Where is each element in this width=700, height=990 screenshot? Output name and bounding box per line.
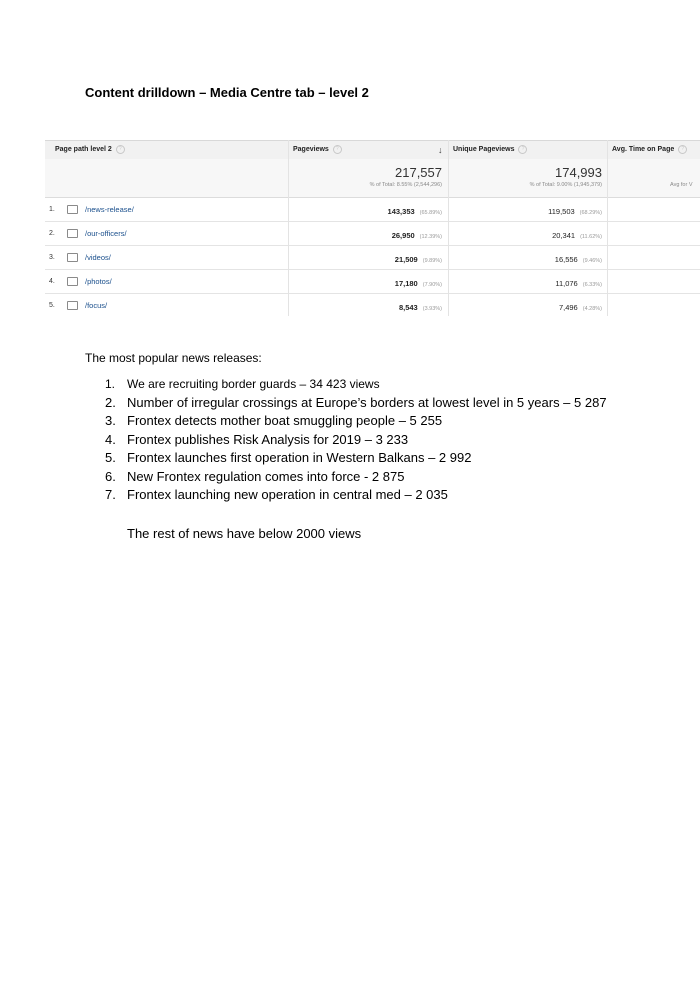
- column-header-unique-pageviews[interactable]: [453, 141, 527, 159]
- list-number: 3.: [105, 413, 116, 428]
- row-number: 4.: [49, 278, 55, 285]
- row-number: 2.: [49, 230, 55, 237]
- list-number: 7.: [105, 487, 116, 502]
- row-number: 5.: [49, 302, 55, 309]
- page-path-link[interactable]: /videos/: [85, 253, 111, 262]
- unique-pageviews-cell: [555, 246, 602, 273]
- help-icon[interactable]: ?: [678, 145, 687, 154]
- page-path-link[interactable]: /focus/: [85, 301, 108, 310]
- row-number: 3.: [49, 254, 55, 261]
- column-divider: [448, 140, 449, 316]
- unique-pageviews-cell: [555, 270, 602, 297]
- table-row: [45, 198, 700, 222]
- list-text: New Frontex regulation comes into force - 2 875: [127, 468, 405, 484]
- total-unique-percent: % of Total: 9.00% (1,945,379): [529, 182, 602, 188]
- pageviews-value: 143,353: [387, 207, 415, 216]
- footnote: The rest of news have below 2000 views: [127, 526, 362, 541]
- table-row: [45, 246, 700, 270]
- help-icon[interactable]: ?: [116, 145, 125, 154]
- list-text: Frontex detects mother boat smuggling people – 5 255: [127, 413, 443, 428]
- unique-pageviews-value: 119,503: [548, 207, 575, 216]
- pageviews-cell: [395, 270, 442, 297]
- unique-pageviews-value: 7,496: [558, 303, 578, 312]
- unique-pageviews-cell: [559, 294, 602, 316]
- list-text: We are recruiting border guards – 34 423 views: [127, 377, 380, 391]
- column-header-label: Avg. Time on Page: [612, 146, 675, 153]
- column-header-page-path[interactable]: [55, 141, 125, 159]
- list-number: 1.: [105, 377, 116, 391]
- list-number: 6.: [105, 468, 116, 484]
- table-row: [45, 294, 700, 316]
- totals-row: [45, 159, 700, 198]
- content-drilldown-table: [45, 140, 700, 316]
- row-checkbox[interactable]: [67, 253, 78, 262]
- list-number: 5.: [105, 450, 116, 465]
- page-title: Content drilldown – Media Centre tab – level 2: [85, 85, 369, 100]
- pageviews-cell: [392, 222, 442, 249]
- pageviews-value: 26,950: [391, 231, 415, 240]
- unique-pageviews-percent: (11.62%): [580, 234, 602, 240]
- list-text: Frontex publishes Risk Analysis for 2019 – 3 233: [127, 431, 409, 447]
- table-row: [45, 270, 700, 294]
- pageviews-value: 21,509: [394, 255, 418, 264]
- page-path-link[interactable]: /our-officers/: [85, 229, 127, 238]
- row-checkbox[interactable]: [67, 301, 78, 310]
- list-text: Number of irregular crossings at Europe’s borders at lowest level in 5 years – 5 287: [127, 394, 607, 410]
- unique-pageviews-percent: (9.46%): [582, 258, 602, 264]
- column-divider: [288, 140, 289, 316]
- pageviews-cell: [395, 246, 442, 273]
- help-icon[interactable]: ?: [333, 145, 342, 154]
- pageviews-percent: (7.90%): [422, 282, 442, 288]
- column-header-label: Pageviews: [293, 146, 329, 153]
- row-checkbox[interactable]: [67, 205, 78, 214]
- column-divider: [607, 140, 608, 316]
- pageviews-percent: (65.89%): [419, 210, 442, 216]
- news-intro: The most popular news releases:: [85, 351, 262, 365]
- unique-pageviews-cell: [548, 198, 602, 225]
- row-checkbox[interactable]: [67, 229, 78, 238]
- pageviews-value: 17,180: [394, 279, 418, 288]
- pageviews-value: 8,543: [398, 303, 418, 312]
- pageviews-percent: (12.39%): [419, 234, 442, 240]
- unique-pageviews-value: 16,556: [554, 255, 578, 264]
- pageviews-cell: [388, 198, 442, 225]
- page-path-link[interactable]: /photos/: [85, 277, 112, 286]
- pageviews-percent: (9.89%): [422, 258, 442, 264]
- row-checkbox[interactable]: [67, 277, 78, 286]
- total-pageviews: 217,557: [395, 165, 442, 180]
- unique-pageviews-value: 11,076: [555, 279, 578, 288]
- table-row: [45, 222, 700, 246]
- unique-pageviews-cell: [552, 222, 602, 249]
- row-number: 1.: [49, 206, 55, 213]
- column-header-label: Page path level 2: [55, 146, 112, 153]
- table-header: [45, 140, 700, 160]
- list-number: 4.: [105, 431, 116, 447]
- unique-pageviews-percent: (68.29%): [579, 210, 602, 216]
- list-number: 2.: [105, 394, 116, 410]
- list-text: Frontex launching new operation in central med – 2 035: [127, 487, 448, 502]
- page-path-link[interactable]: /news-release/: [85, 205, 134, 214]
- help-icon[interactable]: ?: [518, 145, 527, 154]
- pageviews-percent: (3.93%): [422, 306, 442, 312]
- unique-pageviews-value: 20,341: [552, 231, 576, 240]
- pageviews-cell: [399, 294, 442, 316]
- total-unique-pageviews: 174,993: [555, 165, 602, 180]
- sort-descending-icon[interactable]: ↓: [438, 145, 443, 155]
- total-avg-time-label: Avg for V: [670, 182, 693, 188]
- column-header-label: Unique Pageviews: [453, 146, 515, 153]
- total-pageviews-percent: % of Total: 8.55% (2,544,296): [369, 182, 442, 188]
- unique-pageviews-percent: (6.33%): [582, 282, 602, 288]
- unique-pageviews-percent: (4.28%): [582, 306, 602, 312]
- column-header-pageviews[interactable]: [293, 141, 342, 159]
- column-header-avg-time[interactable]: [612, 141, 687, 159]
- list-text: Frontex launches first operation in Western Balkans – 2 992: [127, 450, 472, 465]
